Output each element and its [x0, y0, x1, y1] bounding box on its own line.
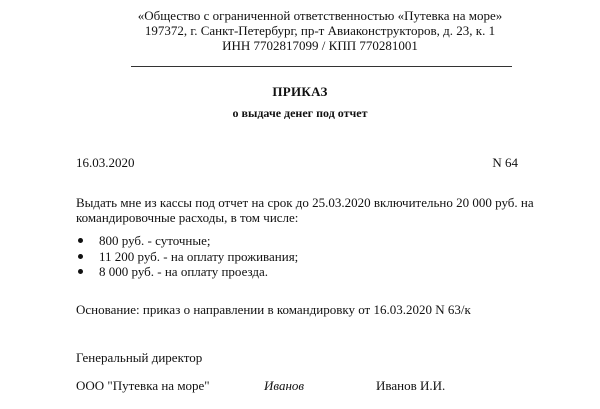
- order-text: Выдать мне из кассы под отчет на срок до 25.03.2020 включительно 20 000 руб. на командировочные расходы, в том числе:: [76, 195, 534, 225]
- list-item: [76, 233, 298, 249]
- signature: Иванов: [264, 378, 305, 393]
- org-name: «Общество с ограниченной ответственностью «Путевка на море»: [137, 8, 503, 23]
- list-item: [76, 249, 298, 265]
- bullet-icon: [78, 254, 83, 259]
- bullet-icon: [78, 238, 83, 243]
- expense-list: [76, 233, 298, 280]
- document-number: N 64: [492, 155, 518, 170]
- org-address: 197372, г. Санкт-Петербург, пр-т Авиаконструкторов, д. 23, к. 1: [144, 23, 496, 38]
- signatory-name: Иванов И.И.: [376, 378, 446, 393]
- document-subtitle: о выдаче денег под отчет: [232, 106, 368, 120]
- list-item-text: 11 200 руб. - на оплату проживания;: [99, 248, 299, 264]
- basis-text: Основание: приказ о направлении в командировку от 16.03.2020 N 63/к: [76, 302, 471, 317]
- letterhead: [80, 8, 560, 53]
- document-date: 16.03.2020: [76, 155, 135, 170]
- signatory-org: ООО "Путевка на море": [76, 378, 210, 393]
- org-tax-ids: ИНН 7702817099 / КПП 770281001: [222, 38, 418, 53]
- list-item: [76, 264, 298, 280]
- signatory-position: Генеральный директор: [76, 350, 203, 365]
- list-item-text: 8 000 руб. - на оплату проезда.: [99, 264, 269, 279]
- letterhead-divider: [131, 66, 512, 67]
- list-item-text: 800 руб. - суточные;: [99, 233, 211, 248]
- bullet-icon: [78, 269, 83, 274]
- document-title: ПРИКАЗ: [272, 84, 328, 99]
